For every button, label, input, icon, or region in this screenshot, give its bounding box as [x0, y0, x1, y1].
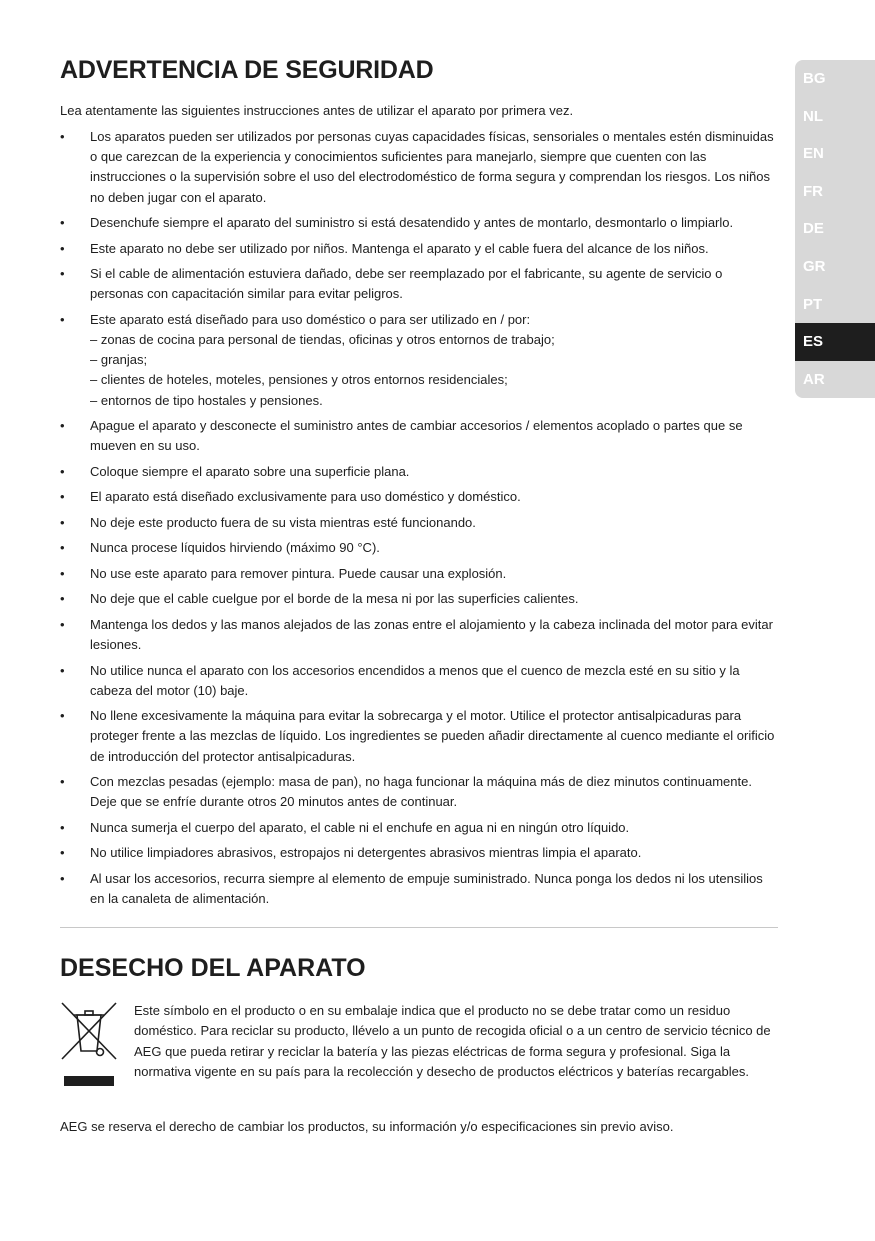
disposal-section [60, 1001, 778, 1111]
list-item: • Este aparato está diseñado para uso doméstico o para ser utilizado en / por: – zonas de cocina para personal de tiendas, oficinas y otros entornos de trabajo; – granjas; – clientes de hoteles, moteles, pensiones y otros entornos residenciales; – entornos de tipo hostales y pensiones. [60, 310, 778, 411]
list-item: • Apague el aparato y desconecte el suministro antes de cambiar accesorios / elementos acoplado o partes que se mueven en su uso. [60, 416, 778, 456]
language-tab-fr[interactable]: FR [803, 182, 823, 200]
list-item: • Este aparato no debe ser utilizado por niños. Mantenga el aparato y el cable fuera del alcance de los niños. [60, 239, 778, 259]
list-item: • Con mezclas pesadas (ejemplo: masa de pan), no haga funcionar la máquina más de diez minutos continuamente. Deje que se enfríe durante otros 20 minutos antes de continuar. [60, 772, 778, 812]
crossed-out-wheelie-bin-icon [60, 1001, 118, 1087]
language-tab-en[interactable]: EN [803, 145, 824, 163]
list-item: • Coloque siempre el aparato sobre una superficie plana. [60, 462, 778, 482]
list-item: • Nunca sumerja el cuerpo del aparato, el cable ni el enchufe en agua ni en ningún otro líquido. [60, 818, 778, 838]
list-item: • No llene excesivamente la máquina para evitar la sobrecarga y el motor. Utilice el protector antisalpicaduras para proteger frente a las mezclas de líquido. Los ingredientes se pueden añadir directamente al cuenco mediante el orificio de introducción del protector antisalpicaduras. [60, 706, 778, 767]
list-item: • Al usar los accesorios, recurra siempre al elemento de empuje suministrado. Nunca ponga los dedos ni los utensilios en la canaleta de alimentación. [60, 869, 778, 909]
usage-subitem: – granjas; [90, 352, 148, 368]
list-item: • Desenchufe siempre el aparato del suministro si está desatendido y antes de montarlo, desmontarlo o limpiarlo. [60, 213, 778, 233]
list-item: • Los aparatos pueden ser utilizados por personas cuyas capacidades físicas, sensoriales o mentales estén disminuidas o que carezcan de la experiencia y conocimientos suficientes para manejarlo, siempre que cuenten con las instrucciones o la supervisión sobre el uso del electrodoméstico de forma segura y comprendan los riesgos. Los niños no deben jugar con el aparato. [60, 127, 778, 208]
usage-subitem: – zonas de cocina para personal de tiendas, oficinas y otros entornos de trabajo; [90, 332, 555, 348]
list-item: • El aparato está diseñado exclusivamente para uso doméstico y doméstico. [60, 487, 778, 507]
safety-intro: Lea atentamente las siguientes instrucciones antes de utilizar el aparato por primera vez. [60, 103, 574, 118]
language-tab-ar[interactable]: AR [803, 370, 825, 388]
disposal-title: DESECHO DEL APARATO [60, 954, 366, 983]
language-tab-bg[interactable]: BG [803, 70, 826, 87]
list-item: • No utilice nunca el aparato con los accesorios encendidos a menos que el cuenco de mezcla esté en su sitio y la cabeza del motor (10) baje. [60, 661, 778, 701]
language-tab-pt[interactable]: PT [803, 295, 823, 313]
safety-list [60, 127, 778, 909]
list-item: • Si el cable de alimentación estuviera dañado, debe ser reemplazado por el fabricante, su agente de servicio o personas con capacitación similar para evitar peligros. [60, 264, 778, 304]
section-divider [60, 927, 778, 928]
disposal-text: Este símbolo en el producto o en su embalaje indica que el producto no se debe tratar como un residuo doméstico. Para reciclar su producto, llévelo a un punto de recogida oficial o a un centro de servicio técnico de AEG que pueda retirar y reciclar la batería y las piezas eléctricas de forma segura y profesional. Siga la normativa vigente en su país para la recolección y desecho de productos eléctricos y baterías recargables. [134, 1003, 771, 1079]
usage-subitem: – clientes de hoteles, moteles, pensiones y otros entornos residenciales; [90, 372, 508, 388]
list-item: • Mantenga los dedos y las manos alejados de las zonas entre el alojamiento y la cabeza inclinada del motor para evitar lesiones. [60, 615, 778, 655]
language-tab-nl[interactable]: NL [803, 107, 823, 125]
footer-note: AEG se reserva el derecho de cambiar los productos, su información y/o especificaciones sin previo aviso. [60, 1119, 674, 1135]
usage-subitem: – entornos de tipo hostales y pensiones. [90, 392, 323, 408]
language-tab-de[interactable]: DE [803, 220, 824, 238]
language-tab-gr[interactable]: GR [803, 257, 826, 275]
language-tab-es[interactable]: ES [795, 323, 875, 361]
page-content [60, 53, 778, 1150]
list-item: • No utilice limpiadores abrasivos, estropajos ni detergentes abrasivos mientras limpia el aparato. [60, 843, 778, 863]
list-item: • Nunca procese líquidos hirviendo (máximo 90 °C). [60, 538, 778, 558]
safety-title: ADVERTENCIA DE SEGURIDAD [60, 56, 434, 84]
list-item: • No use este aparato para remover pintura. Puede causar una explosión. [60, 564, 778, 584]
list-item: • No deje que el cable cuelgue por el borde de la mesa ni por las superficies calientes. [60, 589, 778, 609]
language-tabs [795, 60, 875, 398]
list-item: • No deje este producto fuera de su vista mientras esté funcionando. [60, 513, 778, 533]
